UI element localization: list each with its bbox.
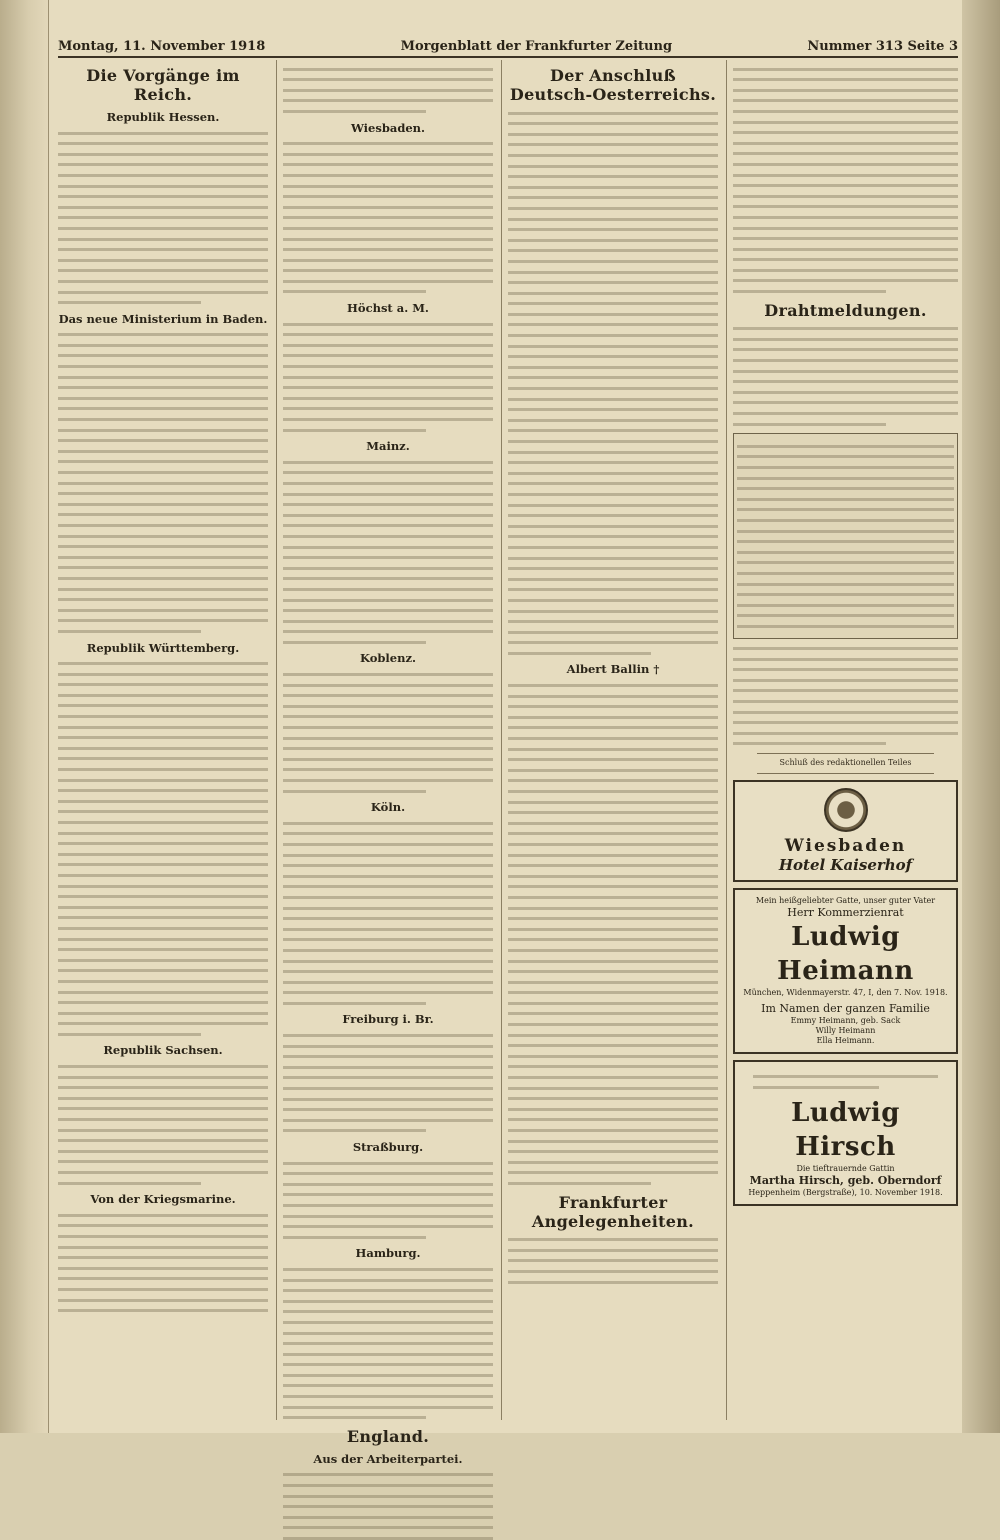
editorial-end-rule: Schluß des redaktionellen Teiles xyxy=(779,758,912,767)
article-text xyxy=(283,1268,493,1419)
stock-quotes-table xyxy=(733,433,958,639)
obituary-title: Herr Kommerzienrat xyxy=(787,905,904,919)
section-subtitle: Köln. xyxy=(370,800,406,815)
column-rule xyxy=(726,60,727,1420)
adjacent-page-edge xyxy=(0,0,49,1433)
header-date: Montag, 11. November 1918 xyxy=(58,39,266,54)
obituary-name: Ludwig Hirsch xyxy=(791,1098,900,1163)
page-header xyxy=(58,38,958,58)
page-binding-edge xyxy=(962,0,1000,1433)
obituary-intro: Mein heißgeliebter Gatte, unser guter Vater xyxy=(755,895,936,905)
article-text xyxy=(733,68,958,293)
section-title: Die Vorgänge im Reich. xyxy=(86,66,240,104)
obituary-family-member: Willy Heimann xyxy=(815,1025,876,1035)
article-text xyxy=(733,327,958,425)
article-text xyxy=(58,1214,268,1312)
article-text xyxy=(58,132,268,305)
obituary-widow: Die tieftrauernde Gattin xyxy=(796,1164,895,1174)
article-text xyxy=(58,1065,268,1185)
section-subtitle: Wiesbaden. xyxy=(350,120,426,135)
crown-crest-icon xyxy=(824,788,868,832)
section-subtitle: Hamburg. xyxy=(355,1246,421,1261)
section-title: Drahtmeldungen. xyxy=(764,300,927,320)
obituary-heimann xyxy=(733,888,958,1054)
column-rule xyxy=(276,60,277,1420)
article-text xyxy=(508,112,718,655)
section-subtitle: Freiburg i. Br. xyxy=(342,1012,434,1027)
section-subtitle: Von der Kriegsmarine. xyxy=(90,1192,236,1207)
article-text xyxy=(283,822,493,1005)
section-subtitle: Koblenz. xyxy=(359,651,417,666)
article-text xyxy=(283,673,493,793)
hotel-advertisement xyxy=(733,780,958,882)
article-text xyxy=(508,1238,718,1283)
column-1 xyxy=(58,60,268,1420)
obituary-family-head: Im Namen der ganzen Familie xyxy=(761,1001,930,1015)
section-subtitle: Höchst a. M. xyxy=(347,301,429,316)
obituary-family-member: Emmy Heimann, geb. Sack xyxy=(790,1015,901,1025)
section-subtitle: Republik Württemberg. xyxy=(86,640,240,655)
obituary-family-member: Ella Heimann. xyxy=(816,1035,875,1045)
hotel-city: Wiesbaden xyxy=(784,835,907,856)
section-subtitle: Das neue Ministerium in Baden. xyxy=(58,311,268,326)
article-text xyxy=(283,68,493,113)
hotel-name: Hotel Kaiserhof xyxy=(778,855,913,874)
article-text xyxy=(58,662,268,1036)
obituary-place: München, Widenmayerstr. 47, I, den 7. Nov. 1918. xyxy=(743,987,948,997)
article-text xyxy=(283,1473,493,1540)
article-text xyxy=(733,647,958,745)
obituary-hirsch xyxy=(733,1060,958,1207)
section-title: Frankfurter Angelegenheiten. xyxy=(531,1192,695,1231)
article-text xyxy=(283,461,493,644)
section-subtitle: Mainz. xyxy=(366,439,410,454)
obituary-widow-name: Martha Hirsch, geb. Oberndorf xyxy=(749,1174,942,1188)
obituary-name: Ludwig Heimann xyxy=(777,921,914,986)
article-text xyxy=(283,1034,493,1132)
obituary-place: Heppenheim (Bergstraße), 10. November 1918. xyxy=(748,1188,943,1198)
article-text xyxy=(58,333,268,633)
column-rule xyxy=(501,60,502,1420)
section-subtitle: Straßburg. xyxy=(352,1140,424,1154)
section-title: Der Anschluß Deutsch-Oesterreichs. xyxy=(509,66,717,104)
column-2 xyxy=(283,60,493,1466)
column-4 xyxy=(733,60,958,1420)
article-text xyxy=(283,142,493,293)
article-text xyxy=(283,1162,493,1239)
article-text xyxy=(283,323,493,432)
header-paper: Morgenblatt der Frankfurter Zeitung xyxy=(400,39,673,54)
section-subtitle: Albert Ballin † xyxy=(566,662,660,677)
column-3 xyxy=(508,60,718,1420)
section-subtitle: Republik Hessen. xyxy=(106,110,220,124)
section-title: England. xyxy=(346,1426,430,1446)
header-number: Nummer 313 Seite 3 xyxy=(807,39,958,54)
section-subtitle: Republik Sachsen. xyxy=(103,1043,223,1058)
section-subtitle: Aus der Arbeiterpartei. xyxy=(313,1451,463,1466)
article-text xyxy=(508,684,718,1185)
